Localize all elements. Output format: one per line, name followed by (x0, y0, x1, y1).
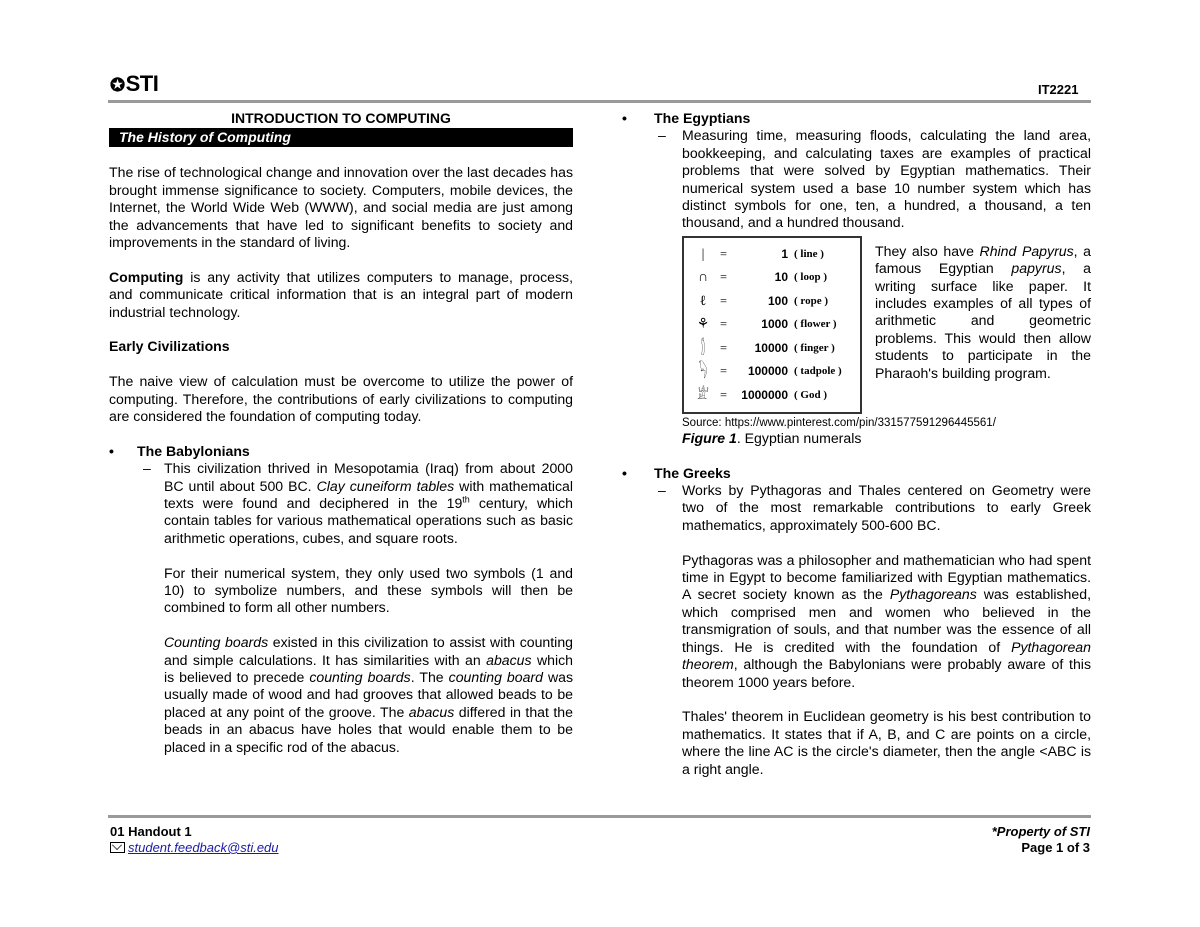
early-civilizations-text: The naive view of calculation must be overcome to utilize the power of computing. Therefore, the contributions of early civilizations to computing are considered the foundation of computing today. (109, 373, 573, 425)
sti-logo (110, 71, 158, 97)
numeral-glyph-icon: ℓ (699, 293, 707, 309)
numeral-row: ⚘ = 1000 ( flower ) (684, 314, 860, 336)
dash-icon: – (658, 127, 666, 144)
numeral-word: ( loop ) (794, 271, 828, 284)
numeral-word: ( God ) (794, 388, 828, 401)
footer-left (110, 824, 279, 856)
footer-right (900, 824, 1090, 856)
figure-source: Source: https://www.pinterest.com/pin/331577591296445561/ (682, 416, 996, 429)
bullet-icon: • (622, 110, 627, 126)
numeral-word: ( tadpole ) (794, 365, 842, 378)
numeral-value: 1000000 (741, 387, 788, 402)
footer-divider (108, 815, 1091, 818)
greeks-paragraph-3: Thales' theorem in Euclidean geometry is his best contribution to mathematics. It states that if A, B, and C are points on a circle, where the line AC is the circle's diameter, then the angle <ABC is a right angle. (682, 708, 1091, 777)
egyptians-heading: • The Egyptians (622, 110, 751, 126)
numeral-word: ( finger ) (794, 341, 835, 354)
computing-term: Computing (109, 268, 184, 285)
course-code: IT2221 (1038, 82, 1079, 97)
numeral-row: 𓆐 = 100000 ( tadpole ) (684, 361, 860, 383)
feedback-email-link[interactable]: student.feedback@sti.edu (128, 840, 279, 855)
babylonians-paragraph-2: For their numerical system, they only used two symbols (1 and 10) to symbolize numbers, and these symbols will then be combined to form all other numbers. (164, 564, 573, 616)
dash-icon: – (143, 460, 151, 477)
numeral-glyph-icon: | (701, 246, 705, 262)
early-civilizations-heading: Early Civilizations (109, 338, 230, 355)
envelope-icon (110, 842, 125, 853)
greeks-heading: • The Greeks (622, 464, 731, 481)
numeral-row: 𓁨 = 1000000 ( God ) (684, 385, 860, 407)
babylonians-paragraph-3: Counting boards existed in this civilization to assist with counting and simple calculations. It has similarities with an abacus which is believed to precede counting boards. The counting board was usually made of wood and had grooves that allowed beads to be placed at any point of the groove. The abacus differed in that the beads in an abacus have holes that would enable them to be placed in a specific rod of the abacus. (164, 634, 574, 755)
computing-def-text: is any activity that utilizes computers to manage, process, and communicate critical information that is an integral part of modern industrial technology. (109, 268, 573, 320)
right-column (622, 110, 1091, 778)
numeral-row: | = 1 ( line ) (684, 244, 860, 266)
intro-paragraph: The rise of technological change and innovation over the last decades has brought immense significance to society. Computers, mobile devices, the Internet, the World Wide Web (WWW), and social media are just among the advancements that have led to significant benefits to society and improvements in the standard of living. (109, 164, 573, 251)
numeral-row: ℓ = 100 ( rope ) (684, 291, 860, 313)
numeral-value: 100 (767, 293, 788, 308)
numeral-word: ( rope ) (794, 294, 829, 307)
bullet-icon: • (109, 442, 114, 459)
numeral-row: 𓂭 = 10000 ( finger ) (684, 338, 860, 360)
babylonians-paragraph-1: – This civilization thrived in Mesopotamia (Iraq) from about 2000 BC until about 500 BC. Clay cuneiform tables with mathematical texts were found and deciphered in the 19th century, which contain tables for various mathematical operations such as basic arithmetic operations, cubes, and square roots. (143, 460, 573, 546)
left-column (109, 110, 573, 756)
email-line (110, 840, 279, 856)
numeral-value: 10 (774, 270, 788, 285)
property-label: *Property of STI (991, 824, 1090, 839)
egyptians-paragraph: – Measuring time, measuring floods, calculating the land area, bookkeeping, and calculating taxes are examples of practical problems that were solved by Egyptian mathematics. Their numerical system used a base 10 number system which has distinct symbols for one, ten, a hundred, a thousand, a ten thousand, and a hundred thousand. (658, 127, 1091, 231)
numeral-word: ( line ) (794, 247, 824, 260)
greeks-paragraph-1: – Works by Pythagoras and Thales centered on Geometry were two of the most remarkable contributions to early Greek mathematics, approximately 500-600 BC. (658, 482, 1091, 533)
rhind-papyrus-text: They also have Rhind Papyrus, a famous Egyptian papyrus, a writing surface like paper. It includes examples of all types of arithmetic and geometric problems. This would then allow students to participate in the Pharaoh's building program. (875, 242, 1092, 381)
dash-icon: – (658, 482, 666, 499)
numeral-glyph-icon: ∩ (697, 270, 709, 286)
figure-caption: Figure 1. Egyptian numerals (682, 429, 862, 446)
bullet-icon: • (622, 464, 627, 481)
computing-definition (109, 269, 573, 321)
numeral-glyph-icon: 𓁨 (697, 387, 709, 403)
numeral-value: 1000 (761, 317, 788, 332)
numeral-glyph-icon: ⚘ (696, 317, 710, 333)
numeral-value: 10000 (754, 340, 788, 355)
section-banner: The History of Computing (109, 128, 573, 147)
numeral-value: 1 (781, 246, 788, 261)
sti-logo-icon: ✪ (110, 75, 125, 95)
numeral-glyph-icon: 𓆐 (698, 364, 708, 380)
document-title: INTRODUCTION TO COMPUTING (231, 110, 451, 126)
handout-label: 01 Handout 1 (110, 824, 192, 839)
greeks-paragraph-2: Pythagoras was a philosopher and mathematician who had spent time in Egypt to become familiarized with Egyptian mathematics. A secret society known as the Pythagoreans was established, which comprised men and women who believed in the transmigration of souls, and that number was the essence of all things. He is credited with the foundation of Pythagorean theorem, although the Babylonians were probably aware of this theorem 1000 years before. (682, 551, 1091, 690)
egyptian-numerals-figure (622, 236, 1091, 416)
numerals-table (682, 236, 862, 414)
logo-text: STI (125, 71, 159, 96)
numeral-row: ∩ = 10 ( loop ) (684, 267, 860, 289)
babylonians-heading: • The Babylonians (109, 442, 250, 459)
numeral-value: 100000 (747, 364, 788, 379)
numeral-word: ( flower ) (794, 318, 837, 331)
header-divider (108, 100, 1091, 103)
numeral-glyph-icon: 𓂭 (700, 340, 706, 356)
page-number: Page 1 of 3 (1021, 840, 1090, 855)
